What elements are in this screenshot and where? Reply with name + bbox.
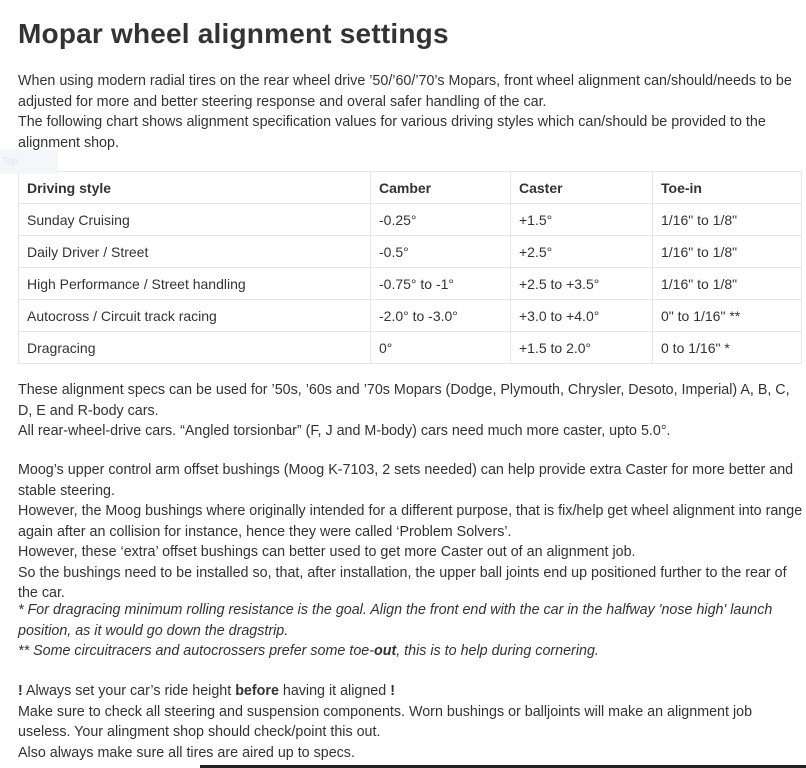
ride-height-warning [18,681,803,702]
intro-paragraph: The following chart shows alignment specification values for various driving styles which can/should be provided to the alignment shop. [18,114,766,151]
circuit-note [18,641,803,662]
intro-paragraph: When using modern radial tires on the rear wheel drive ’50/’60/’70’s Mopars, front wheel alignment can/should/needs to be adjusted for more and better steering response and overal safer handling of the car. [18,73,792,110]
exclamation: ! [18,683,23,699]
moog-paragraph: However, these ‘extra’ offset bushings can better used to get more Caster out of an alignment job. [18,544,636,560]
table-row [19,332,802,364]
header-driving-style: Driving style [19,172,371,204]
cell: Sunday Cruising [19,204,371,236]
cell: Dragracing [19,332,371,364]
cell: -0.25° [371,204,511,236]
cell: 0° [371,332,511,364]
alignment-table [18,171,802,364]
warning-text: having it aligned [278,683,391,699]
header-camber: Camber [371,172,511,204]
page-title: Mopar wheel alignment settings [18,18,449,49]
cell: +3.0 to +4.0° [511,300,653,332]
cell: -2.0° to -3.0° [371,300,511,332]
dragracing-note: * For dragracing minimum rolling resistance is the goal. Align the front end with the car in the halfway 'nose high' launch position, as it would go down the dragstrip. [18,602,773,639]
table-header-row [19,172,802,204]
table-row [19,268,802,300]
cell: -0.75° to -1° [371,268,511,300]
warning-bold: before [235,683,279,699]
cell: Daily Driver / Street [19,236,371,268]
back-to-top-link[interactable]: Top [0,150,58,174]
moog-section [18,460,803,604]
cell: +2.5 to +3.5° [511,268,653,300]
cell: Autocross / Circuit track racing [19,300,371,332]
footnotes [18,600,803,662]
warning-text: Always set your car’s ride height [22,683,236,699]
specs-paragraph: All rear-wheel-drive cars. “Angled torsionbar” (F, J and M-body) cars need much more caster, upto 5.0°. [18,423,671,439]
cell: High Performance / Street handling [19,268,371,300]
warning-section [18,681,803,763]
cell: 0 to 1/16" * [653,332,802,364]
note-text: ** Some circuitracers and autocrossers prefer some toe- [18,643,374,659]
exclamation: ! [390,683,395,699]
note-bold: out [373,643,397,659]
moog-paragraph: However, the Moog bushings where originally intended for a different purpose, that is fix/help get wheel alignment into range again after an collision for instance, hence they were called ‘Problem Solvers’. [18,503,803,540]
warning-paragraph: Also always make sure all tires are aired up to specs. [18,744,355,761]
cell: -0.5° [371,236,511,268]
warning-paragraph: Make sure to check all steering and suspension components. Worn bushings or balljoints will make an alignment job useless. Your alingment shop should check/point this out. [18,703,753,740]
cell: +1.5 to 2.0° [511,332,653,364]
table-row [19,300,802,332]
specs-paragraph: These alignment specs can be used for ’50s, ’60s and ’70s Mopars (Dodge, Plymouth, Chrysler, Desoto, Imperial) A, B, C, D, E and R-body cars. [18,382,790,419]
cell: 1/16" to 1/8" [653,204,802,236]
header-caster: Caster [511,172,653,204]
cell: 1/16" to 1/8" [653,236,802,268]
intro [18,71,798,153]
specs-note [18,380,803,442]
cell: +1.5° [511,204,653,236]
table-row [19,236,802,268]
moog-paragraph: So the bushings need to be installed so, that, after installation, the upper ball joints end up positioned further to the rear of the car. [18,564,787,601]
cell: +2.5° [511,236,653,268]
header-toe-in: Toe-in [653,172,802,204]
moog-paragraph: Moog’s upper control arm offset bushings (Moog K-7103, 2 sets needed) can help provide extra Caster for more better and stable steering. [18,462,794,499]
cell: 0" to 1/16" ** [653,300,802,332]
cell: 1/16" to 1/8" [653,268,802,300]
note-text: , this is to help during cornering. [396,643,599,659]
table-row [19,204,802,236]
